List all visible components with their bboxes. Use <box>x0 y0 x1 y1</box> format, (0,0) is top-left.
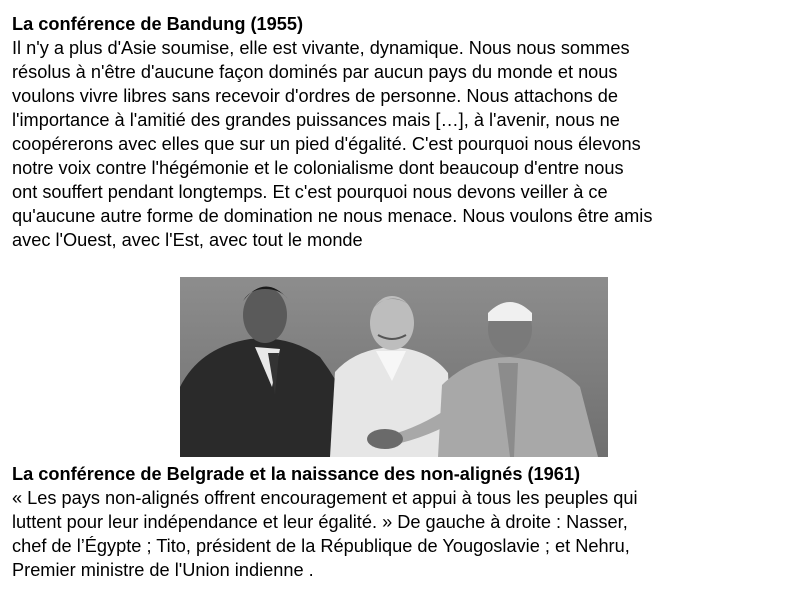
belgrade-text-line: « Les pays non-alignés offrent encouragement et appui à tous les peuples qui <box>12 488 638 508</box>
bandung-text-line: l'importance à l'amitié des grandes puissances mais […], à l'avenir, nous ne <box>12 110 620 130</box>
belgrade-text-line: luttent pour leur indépendance et leur égalité. » De gauche à droite : Nasser, <box>12 512 628 532</box>
bandung-text-line: résolus à n'être d'aucune façon dominés par aucun pays du monde et nous <box>12 62 618 82</box>
belgrade-text-line: chef de l’Égypte ; Tito, président de la République de Yougoslavie ; et Nehru, <box>12 536 630 556</box>
bandung-text-line: coopérerons avec elles que sur un pied d'égalité. C'est pourquoi nous élevons <box>12 134 641 154</box>
bandung-text-line: qu'aucune autre forme de domination ne nous menace. Nous voulons être amis <box>12 206 653 226</box>
leaders-handshake-photo <box>180 277 608 457</box>
bandung-text-line: Il n'y a plus d'Asie soumise, elle est vivante, dynamique. Nous nous sommes <box>12 38 630 58</box>
bandung-text-line: voulons vivre libres sans recevoir d'ordres de personne. Nous attachons de <box>12 86 619 106</box>
bandung-title: La conférence de Bandung (1955) <box>12 14 304 34</box>
belgrade-section <box>12 462 790 582</box>
bandung-section <box>12 12 790 252</box>
bandung-text-line: notre voix contre l'hégémonie et le colonialisme dont beaucoup d'entre nous <box>12 158 624 178</box>
belgrade-text-line: Premier ministre de l'Union indienne . <box>12 560 314 580</box>
bandung-text-line: avec l'Ouest, avec l'Est, avec tout le monde <box>12 230 363 250</box>
belgrade-title: La conférence de Belgrade et la naissance des non-alignés (1961) <box>12 464 581 484</box>
bandung-text-line: ont souffert pendant longtemps. Et c'est pourquoi nous devons veiller à ce <box>12 182 608 202</box>
handshake <box>367 429 403 449</box>
